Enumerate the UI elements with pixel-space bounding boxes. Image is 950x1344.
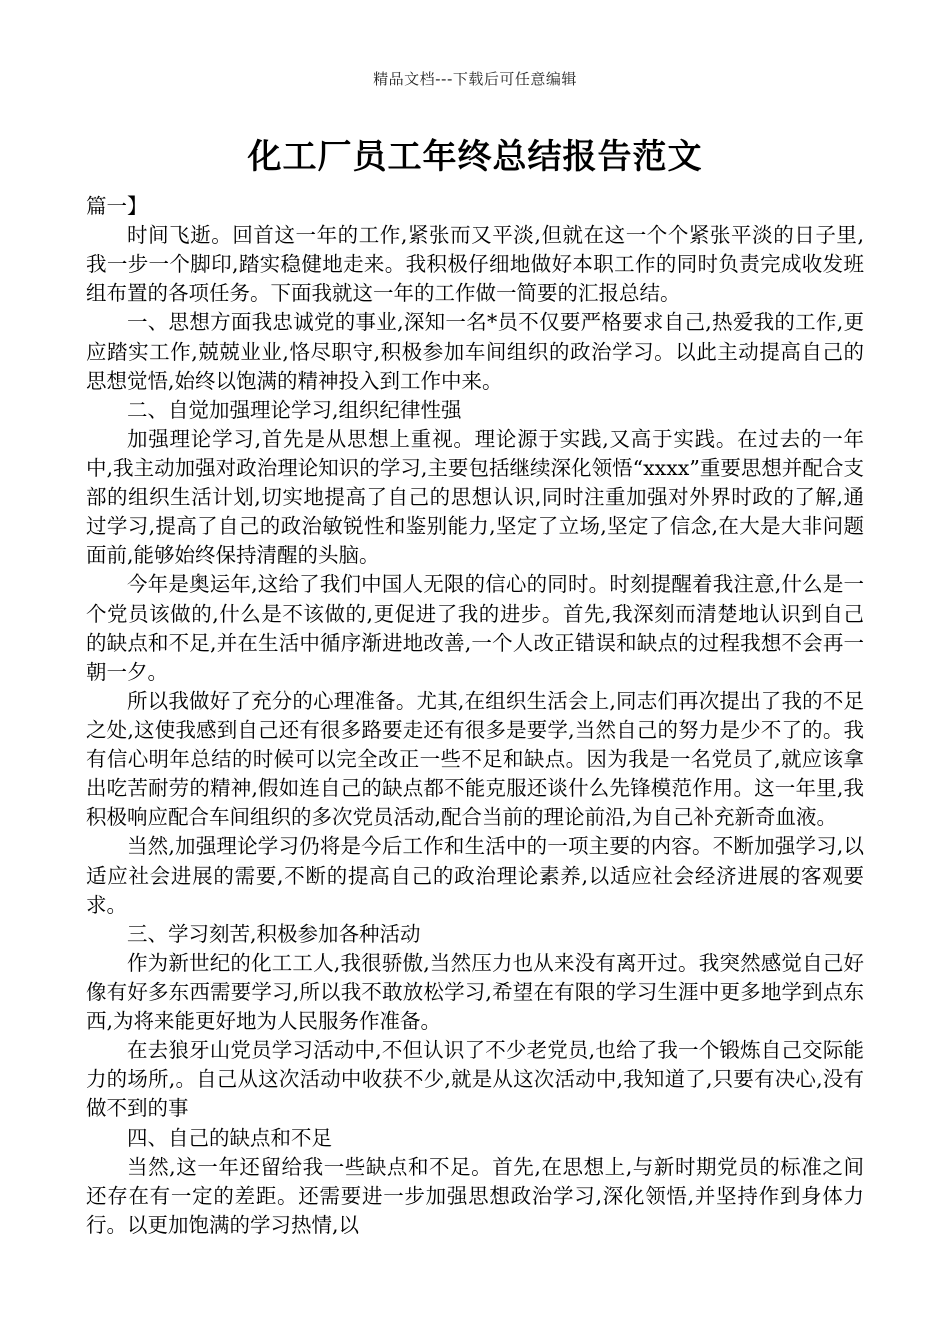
paragraph: 时间飞逝。回首这一年的工作,紧张而又平淡,但就在这一个个紧张平淡的日子里,我一步一个脚印,踏实稳健地走来。我积极仔细地做好本职工作的同时负责完成收发班组布置的各项任务。下面我就这一年的工作做一简要的汇报总结。 [86, 223, 864, 306]
page-title: 化工厂员工年终总结报告范文 [247, 137, 703, 177]
paragraph: 三、学习刻苦,积极参加各种活动 [127, 921, 421, 946]
paragraph: 当然,加强理论学习仍将是今后工作和生活中的一项主要的内容。不断加强学习,以适应社会进展的需要,不断的提高自己的政治理论素养,以适应社会经济进展的客观要求。 [86, 834, 864, 917]
paragraph: 所以我做好了充分的心理准备。尤其,在组织生活会上,同志们再次提出了我的不足之处,这使我感到自己还有很多路要走还有很多是要学,当然自己的努力是少不了的。我有信心明年总结的时候可以完全改正一些不足和缺点。因为我是一名党员了,就应该拿出吃苦耐劳的精神,假如连自己的缺点都不能克服还谈什么先锋模范作用。这一年里,我积极响应配合车间组织的多次党员活动,配合当前的理论前沿,为自己补充新奇血液。 [86, 688, 864, 830]
paragraph: 四、自己的缺点和不足 [127, 1125, 332, 1150]
paragraph: 二、自觉加强理论学习,组织纪律性强 [127, 397, 462, 422]
paragraph: 在去狼牙山党员学习活动中,不但认识了不少老党员,也给了我一个锻炼自己交际能力的场所,。自己从这次活动中收获不少,就是从这次活动中,我知道了,只要有决心,没有做不到的事 [86, 1038, 864, 1121]
section-label: 篇一】 [86, 194, 148, 218]
watermark-text: 精品文档---下载后可任意编辑 [373, 70, 577, 88]
paragraph: 加强理论学习,首先是从思想上重视。理论源于实践,又高于实践。在过去的一年中,我主动加强对政治理论知识的学习,主要包括继续深化领悟“xxxx”重要思想并配合支部的组织生活计划,切实地提高了自己的思想认识,同时注重加强对外界时政的了解,通过学习,提高了自己的政治敏锐性和鉴别能力,坚定了立场,坚定了信念,在大是大非问题面前,能够始终保持清醒的头脑。 [86, 426, 864, 568]
paragraph: 一、思想方面我忠诚党的事业,深知一名*员不仅要严格要求自己,热爱我的工作,更应踏实工作,兢兢业业,恪尽职守,积极参加车间组织的政治学习。以此主动提高自己的思想觉悟,始终以饱满的精神投入到工作中来。 [86, 310, 864, 393]
document-body [86, 192, 864, 1240]
paragraph: 今年是奥运年,这给了我们中国人无限的信心的同时。时刻提醒着我注意,什么是一个党员该做的,什么是不该做的,更促进了我的进步。首先,我深刻而清楚地认识到自己的缺点和不足,并在生活中循序渐进地改善,一个人改正错误和缺点的过程我想不会再一朝一夕。 [86, 572, 864, 684]
paragraph: 作为新世纪的化工工人,我很骄傲,当然压力也从来没有离开过。我突然感觉自己好像有好多东西需要学习,所以我不敢放松学习,希望在有限的学习生涯中更多地学到点东西,为将来能更好地为人民服务作准备。 [86, 950, 864, 1034]
paragraph: 当然,这一年还留给我一些缺点和不足。首先,在思想上,与新时期党员的标准之间还存在有一定的差距。还需要进一步加强思想政治学习,深化领悟,并坚持作到身体力行。以更加饱满的学习热情,以 [86, 1154, 864, 1237]
